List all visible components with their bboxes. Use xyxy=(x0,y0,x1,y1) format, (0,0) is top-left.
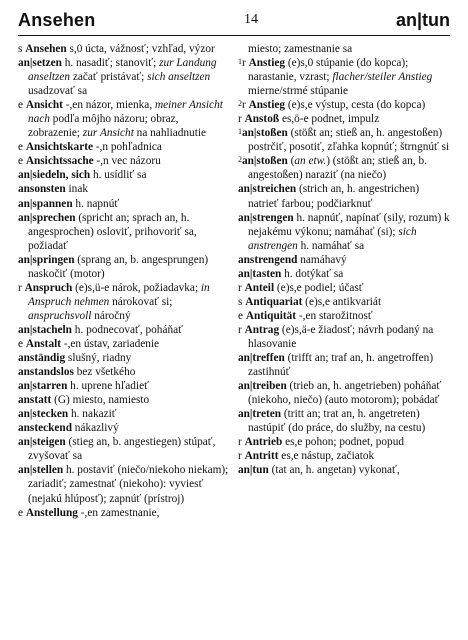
definition-text: -,n pohľadnica xyxy=(93,141,162,154)
dictionary-entry xyxy=(238,211,453,253)
dictionary-entry xyxy=(18,56,230,98)
definition-text: (e)s,e výstup, cesta (do kopca) xyxy=(285,99,426,112)
gender-marker: r xyxy=(18,281,25,294)
headword: an|treten xyxy=(238,408,282,421)
homonym-number: 2 xyxy=(238,155,242,165)
example-phrase: an etw. xyxy=(294,155,327,168)
gender-marker: r xyxy=(242,57,249,70)
dictionary-entry xyxy=(238,309,450,323)
headword: Anstellung xyxy=(25,506,78,519)
gender-marker: e xyxy=(18,506,26,519)
headword: anstatt xyxy=(18,394,52,407)
columns xyxy=(18,42,453,520)
definition-text: (spricht an; sprach an, h. angesprochen) osloviť, prihovoriť sa, požiadať xyxy=(28,211,200,252)
dictionary-entry xyxy=(238,435,450,449)
dictionary-entry xyxy=(238,253,450,267)
definition-text: h. napnúť xyxy=(72,197,120,210)
gender-marker: r xyxy=(238,281,245,294)
definition-text: ( xyxy=(287,155,295,168)
definition-text: (e)s,e podiel; účasť xyxy=(274,281,364,294)
headword: anstrengend xyxy=(238,253,298,266)
definition-text: (e)s,e antikvariát xyxy=(302,295,382,308)
definition-text: h. podnecovať, poháňať xyxy=(71,323,183,336)
dictionary-entry xyxy=(238,56,450,98)
dictionary-entry xyxy=(18,407,230,421)
definition-text: h. postaviť (niečo/niekoho niekam); zariadiť; zamestnať (niekoho): vyviesť (nejakú hlúposť); zapnúť (prístroj) xyxy=(28,464,232,505)
dictionary-entry xyxy=(18,197,230,211)
definition-text: začať pristávať; xyxy=(70,71,148,84)
dictionary-entry xyxy=(18,98,230,140)
gender-marker: r xyxy=(238,450,245,463)
dictionary-entry xyxy=(18,281,230,323)
example-phrase: zur Ansicht xyxy=(82,127,134,140)
definition-text: h. napnúť, napínať (sily, rozum) k nejakému výkonu; namáhať (si); xyxy=(248,211,453,238)
definition-text: es,e pohon; podnet, popud xyxy=(282,436,404,449)
homonym-number: 1 xyxy=(238,57,242,67)
headword: Ansichtskarte xyxy=(25,141,93,154)
definition-text: -,en starožitnosť xyxy=(296,309,373,322)
dictionary-entry xyxy=(238,154,450,182)
headword: Anstieg xyxy=(248,57,285,70)
dictionary-entry xyxy=(238,112,450,126)
dictionary-entry xyxy=(238,42,450,56)
definition-text: (tat an, h. angetan) vykonať, xyxy=(268,464,400,477)
dictionary-entry xyxy=(18,182,230,196)
headword: an|stecken xyxy=(18,408,69,421)
definition-text: h. namáhať sa xyxy=(297,239,365,252)
dictionary-entry xyxy=(18,42,230,56)
definition-text: (stieg an, b. angestiegen) stúpať, zvyšovať sa xyxy=(28,436,219,463)
dictionary-entry xyxy=(238,407,450,435)
definition-text: es,e nástup, začiatok xyxy=(278,450,375,463)
headword: Anspruch xyxy=(24,281,73,294)
definition-text: mierne/strmé stúpanie xyxy=(248,71,436,98)
definition-text: ) (stößt an; stieß an, b. angestoßen) naraziť (na niečo) xyxy=(248,155,430,182)
headword: Antrag xyxy=(244,323,280,336)
headword: an|starren xyxy=(18,380,68,393)
right-guideword: an|tun xyxy=(395,10,450,30)
example-phrase: meiner Ansicht nach xyxy=(28,99,226,126)
headword: an|treffen xyxy=(238,352,285,365)
gender-marker: s xyxy=(238,295,246,308)
dictionary-entry xyxy=(18,351,230,365)
headword: ansteckend xyxy=(18,422,72,435)
definition-text: h. nasadiť; stanoviť; xyxy=(61,57,160,70)
headword: anständig xyxy=(18,352,66,365)
headword: an|siedeln, sich xyxy=(18,169,91,182)
gender-marker: r xyxy=(242,99,249,112)
dictionary-entry xyxy=(18,337,230,351)
headword: an|strengen xyxy=(238,211,294,224)
headword: an|springen xyxy=(18,253,75,266)
dictionary-entry xyxy=(238,267,450,281)
homonym-number: 1 xyxy=(238,127,242,137)
definition-text: (stößt an; stieß an, h. angestoßen) postrčiť, posotiť, zľahka kopnúť; štrngnúť si xyxy=(248,127,450,154)
headword: Antiquität xyxy=(245,309,297,322)
definition-text: (strich an, h. angestrichen) natrieť farbou; podčiarknuť xyxy=(248,183,422,210)
dictionary-entry xyxy=(238,323,450,351)
dictionary-entry xyxy=(18,323,230,337)
definition-text: (trieb an, h. angetrieben) poháňať (niekoho, niečo) (auto motorom); pobádať xyxy=(248,380,445,407)
headword: an|stoßen xyxy=(242,155,288,168)
gender-marker: e xyxy=(18,337,26,350)
definition-text: nákazlivý xyxy=(71,422,119,435)
definition-text: h. uprene hľadieť xyxy=(67,380,149,393)
headword: Antrieb xyxy=(244,436,283,449)
definition-text: -,en ústav, zariadenie xyxy=(61,337,160,350)
dictionary-entry xyxy=(238,449,450,463)
headword: an|steigen xyxy=(18,436,66,449)
dictionary-entry xyxy=(18,421,230,435)
dictionary-entry xyxy=(18,393,230,407)
example-phrase: anspruchsvoll xyxy=(28,309,92,322)
dictionary-entry xyxy=(238,463,450,477)
headword: Anstoß xyxy=(244,113,280,126)
definition-text: podľa môjho názoru; obraz, zobrazenie; xyxy=(28,113,182,140)
dictionary-entry xyxy=(18,168,230,182)
example-phrase: sich anstrengen xyxy=(248,225,420,252)
headword: Ansicht xyxy=(25,99,63,112)
definition-text: -,en názor, mienka, xyxy=(62,99,155,112)
dictionary-entry xyxy=(238,182,450,210)
dictionary-entry xyxy=(18,365,230,379)
dictionary-entry xyxy=(238,281,450,295)
definition-text: (G) miesto, namiesto xyxy=(51,394,150,407)
example-phrase: sich anseltzen xyxy=(147,71,211,84)
headword: an|setzen xyxy=(18,57,62,70)
headword: anstandslos xyxy=(18,366,74,379)
definition-text: inak xyxy=(65,183,88,196)
dictionary-entry xyxy=(18,253,230,281)
definition-text: usadzovať sa xyxy=(28,71,214,98)
headword: Anteil xyxy=(244,281,275,294)
headword: an|stellen xyxy=(18,464,64,477)
dictionary-entry xyxy=(238,379,450,407)
gender-marker: r xyxy=(238,113,245,126)
headword: an|treiben xyxy=(238,380,287,393)
definition-text: namáhavý xyxy=(297,253,347,266)
dictionary-entry xyxy=(18,506,230,520)
definition-text: (e)s,ä-e žiadosť; návrh podaný na hlasovanie xyxy=(248,323,437,350)
dictionary-entry xyxy=(238,295,450,309)
headword: Antritt xyxy=(244,450,279,463)
example-phrase: in Anspruch nehmen xyxy=(28,281,213,308)
definition-text: (trifft an; traf an, h. angetroffen) zastihnúť xyxy=(248,352,436,379)
definition-text: s,0 úcta, vážnosť; vzhľad, výzor xyxy=(66,43,215,55)
definition-text: slušný, riadny xyxy=(65,352,132,365)
definition-text: h. dotýkať sa xyxy=(281,267,344,280)
dictionary-entry xyxy=(18,154,230,168)
definition-text: -,n vec názoru xyxy=(93,155,161,168)
homonym-number: 2 xyxy=(238,99,242,109)
definition-text: na nahliadnutie xyxy=(133,127,206,140)
headword: Antiquariat xyxy=(245,295,303,308)
headword: an|tun xyxy=(238,464,269,477)
dictionary-entry xyxy=(18,211,230,253)
headword: Ansehen xyxy=(25,43,67,55)
left-guideword: Ansehen xyxy=(18,10,96,30)
dictionary-entry xyxy=(238,98,450,112)
gender-marker: s xyxy=(18,43,26,55)
headword: an|stacheln xyxy=(18,323,72,336)
definition-text: (e)s,0 stúpanie (do kopca); narastanie, vzrast; xyxy=(248,57,412,84)
example-phrase: flacher/steiler Anstieg xyxy=(332,71,433,84)
definition-text: (tritt an; trat an, h. angetreten) nastúpiť (do práce, do služby, na cestu) xyxy=(248,408,426,435)
definition-text: náročný xyxy=(91,309,131,322)
gender-marker: e xyxy=(18,99,26,112)
headword: Anstieg xyxy=(248,99,285,112)
headword: an|streichen xyxy=(238,183,297,196)
dictionary-entry xyxy=(18,463,230,505)
gender-marker: r xyxy=(238,323,245,336)
gender-marker: e xyxy=(18,155,26,168)
page-header xyxy=(18,6,450,36)
definition-text: h. nakaziť xyxy=(68,408,117,421)
dictionary-entry xyxy=(238,126,450,154)
headword: an|stoßen xyxy=(242,127,288,140)
definition-text: (sprang an, b. angesprungen) naskočiť (motor) xyxy=(28,253,211,280)
gender-marker: e xyxy=(18,141,26,154)
headword: an|tasten xyxy=(238,267,282,280)
headword: an|spannen xyxy=(18,197,73,210)
page-number: 14 xyxy=(244,12,258,27)
dictionary-entry xyxy=(18,379,230,393)
definition-text: -,en zamestnanie, xyxy=(77,506,160,519)
example-phrase: zur Landung anseltzen xyxy=(28,57,220,84)
headword: Ansichtssache xyxy=(25,155,94,168)
definition-text: (e)s,ü-e nárok, požiadavka; xyxy=(72,281,201,294)
dictionary-entry xyxy=(18,140,230,154)
gender-marker: r xyxy=(238,436,245,449)
right-column xyxy=(238,42,453,520)
dictionary-entry xyxy=(238,351,450,379)
headword: an|sprechen xyxy=(18,211,76,224)
definition-text: es,ö-e podnet, impulz xyxy=(279,113,380,126)
headword: Anstalt xyxy=(25,337,61,350)
definition-text: bez všetkého xyxy=(73,366,136,379)
definition-text: miesto; zamestnanie sa xyxy=(248,43,353,55)
definition-text: h. usídliť sa xyxy=(90,169,147,182)
left-column xyxy=(18,42,230,520)
headword: ansonsten xyxy=(18,183,66,196)
definition-text: nárokovať si; xyxy=(109,295,176,308)
dictionary-entry xyxy=(18,435,230,463)
gender-marker: e xyxy=(238,309,246,322)
